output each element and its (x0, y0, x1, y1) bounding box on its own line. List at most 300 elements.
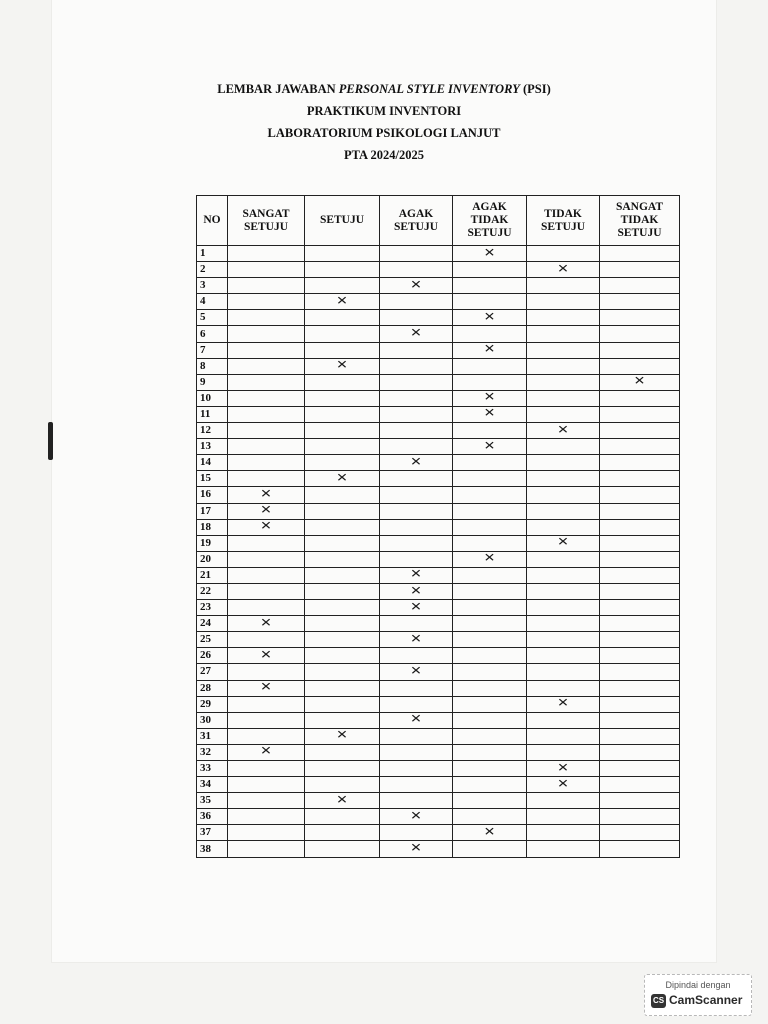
answer-cell (228, 583, 305, 599)
answer-cell (305, 567, 380, 583)
sheet-subtitle-course: PRAKTIKUM INVENTORI (306, 104, 462, 118)
answer-cell (228, 551, 305, 567)
check-mark-icon: ✕ (410, 567, 422, 582)
answer-cell (527, 712, 600, 728)
answer-cell (600, 583, 680, 599)
row-number: 24 (197, 616, 228, 632)
answer-cell (453, 696, 527, 712)
answer-cell (453, 664, 527, 680)
answer-cell (380, 262, 453, 278)
answer-cell (453, 278, 527, 294)
table-row (197, 503, 680, 519)
answer-cell (380, 551, 453, 567)
answer-cell (600, 278, 680, 294)
answer-cell (453, 358, 527, 374)
check-mark-icon: ✕ (336, 728, 348, 743)
check-mark-icon: ✕ (633, 374, 646, 389)
answer-cell (527, 374, 600, 390)
answer-cell (600, 600, 680, 616)
answer-cell (527, 567, 600, 583)
table-row (197, 342, 680, 358)
answer-cell (305, 809, 380, 825)
sheet-header (52, 78, 716, 166)
answer-cell (380, 342, 453, 358)
answer-cell (527, 519, 600, 535)
answer-cell (380, 712, 453, 728)
answer-cell (600, 728, 680, 744)
answer-cell (228, 390, 305, 406)
answer-cell (305, 793, 380, 809)
answer-rows (197, 246, 680, 858)
check-mark-icon: ✕ (557, 776, 569, 791)
answer-sheet (52, 0, 716, 962)
answer-cell (600, 761, 680, 777)
answer-cell (600, 809, 680, 825)
answer-cell (600, 680, 680, 696)
answer-cell (600, 310, 680, 326)
table-row (197, 262, 680, 278)
answer-cell (600, 358, 680, 374)
answer-cell (600, 471, 680, 487)
camscanner-badge (644, 974, 752, 1016)
answer-cell (228, 535, 305, 551)
check-mark-icon: ✕ (410, 278, 422, 292)
check-mark-icon: ✕ (260, 503, 272, 517)
answer-cell (380, 648, 453, 664)
answer-cell (600, 503, 680, 519)
answer-cell (228, 600, 305, 616)
answer-cell (600, 777, 680, 793)
answer-cell (380, 471, 453, 487)
table-row (197, 358, 680, 374)
answer-cell (453, 761, 527, 777)
check-mark-icon: ✕ (336, 358, 348, 373)
check-mark-icon: ✕ (410, 326, 422, 340)
check-mark-icon: ✕ (410, 712, 422, 727)
answer-cell (305, 728, 380, 744)
row-number: 21 (197, 567, 228, 583)
answer-cell (600, 664, 680, 680)
answer-cell (380, 680, 453, 696)
answer-cell (228, 423, 305, 439)
answer-cell (380, 664, 453, 680)
answer-cell (228, 648, 305, 664)
answer-cell (527, 664, 600, 680)
answer-cell (380, 535, 453, 551)
answer-cell (527, 390, 600, 406)
answer-cell (228, 567, 305, 583)
answer-cell (600, 423, 680, 439)
answer-cell (305, 519, 380, 535)
table-row (197, 825, 680, 841)
answer-cell (527, 841, 600, 857)
answer-cell (228, 278, 305, 294)
sheet-subtitle-period: PTA 2024/2025 (344, 148, 424, 162)
answer-cell (453, 680, 527, 696)
answer-cell (305, 246, 380, 262)
table-row (197, 567, 680, 583)
answer-cell (453, 262, 527, 278)
answer-cell (380, 728, 453, 744)
answer-cell (305, 551, 380, 567)
answer-cell (305, 374, 380, 390)
check-mark-icon: ✕ (557, 760, 569, 775)
table-row (197, 744, 680, 760)
row-number: 17 (197, 503, 228, 519)
answer-cell (527, 761, 600, 777)
answer-cell (305, 406, 380, 422)
answer-cell (380, 632, 453, 648)
answer-cell (228, 406, 305, 422)
answer-cell (453, 406, 527, 422)
row-number: 18 (197, 519, 228, 535)
answer-cell (305, 487, 380, 503)
row-number: 1 (197, 246, 228, 262)
column-header-sangat-tidak-setuju: SANGAT TIDAK SETUJU (600, 196, 680, 246)
table-row (197, 600, 680, 616)
answer-cell (600, 342, 680, 358)
table-row (197, 390, 680, 406)
answer-cell (305, 632, 380, 648)
table-row (197, 761, 680, 777)
answer-cell (527, 777, 600, 793)
answer-cell (527, 600, 600, 616)
answer-cell (600, 406, 680, 422)
answer-cell (305, 680, 380, 696)
check-mark-icon: ✕ (557, 696, 569, 711)
row-number: 8 (197, 358, 228, 374)
answer-cell (527, 632, 600, 648)
sheet-subtitle-lab: LABORATORIUM PSIKOLOGI LANJUT (267, 126, 501, 140)
answer-cell (305, 696, 380, 712)
answer-cell (305, 616, 380, 632)
answer-cell (453, 728, 527, 744)
answer-cell (600, 294, 680, 310)
answer-cell (527, 487, 600, 503)
row-number: 19 (197, 535, 228, 551)
answer-cell (305, 712, 380, 728)
table-row (197, 406, 680, 422)
answer-cell (600, 519, 680, 535)
answer-cell (305, 744, 380, 760)
column-header-agak-tidak-setuju: AGAK TIDAK SETUJU (453, 196, 527, 246)
check-mark-icon: ✕ (483, 245, 496, 260)
row-number: 12 (197, 423, 228, 439)
answer-cell (228, 439, 305, 455)
answer-cell (305, 358, 380, 374)
sheet-title: LEMBAR JAWABAN PERSONAL STYLE INVENTORY (PSI) (217, 82, 551, 96)
table-row (197, 680, 680, 696)
answer-cell (380, 600, 453, 616)
column-header-sangat-setuju: SANGAT SETUJU (228, 196, 305, 246)
check-mark-icon: ✕ (483, 310, 496, 324)
answer-cell (527, 793, 600, 809)
answer-cell (453, 777, 527, 793)
table-row (197, 777, 680, 793)
answer-cell (228, 777, 305, 793)
answer-cell (527, 503, 600, 519)
answer-cell (600, 616, 680, 632)
table-row (197, 471, 680, 487)
answer-cell (305, 262, 380, 278)
check-mark-icon: ✕ (260, 744, 272, 759)
row-number: 4 (197, 294, 228, 310)
table-row (197, 551, 680, 567)
answer-cell (453, 455, 527, 471)
row-number: 2 (197, 262, 228, 278)
answer-cell (305, 841, 380, 857)
check-mark-icon: ✕ (260, 648, 272, 662)
answer-cell (305, 648, 380, 664)
answer-cell (527, 310, 600, 326)
table-header-row (197, 196, 680, 246)
answer-cell (453, 310, 527, 326)
answer-cell (453, 551, 527, 567)
answer-cell (380, 423, 453, 439)
answer-cell (228, 519, 305, 535)
answer-cell (380, 358, 453, 374)
answer-cell (453, 809, 527, 825)
column-header-agak-setuju: AGAK SETUJU (380, 196, 453, 246)
row-number: 36 (197, 809, 228, 825)
answer-cell (228, 841, 305, 857)
answer-cell (453, 600, 527, 616)
answer-cell (305, 503, 380, 519)
answer-cell (228, 487, 305, 503)
answer-cell (305, 439, 380, 455)
answer-cell (228, 358, 305, 374)
table-row (197, 809, 680, 825)
check-mark-icon: ✕ (557, 261, 569, 276)
check-mark-icon: ✕ (410, 583, 422, 598)
answer-cell (228, 326, 305, 342)
check-mark-icon: ✕ (483, 406, 496, 421)
check-mark-icon: ✕ (336, 471, 348, 485)
check-mark-icon: ✕ (557, 422, 569, 437)
answer-cell (228, 761, 305, 777)
check-mark-icon: ✕ (483, 825, 496, 839)
table-row (197, 326, 680, 342)
answer-cell (600, 439, 680, 455)
answer-cell (453, 503, 527, 519)
answer-cell (305, 777, 380, 793)
row-number: 28 (197, 680, 228, 696)
table-row (197, 648, 680, 664)
row-number: 3 (197, 278, 228, 294)
answer-cell (453, 374, 527, 390)
answer-cell (453, 439, 527, 455)
check-mark-icon: ✕ (483, 342, 496, 356)
table-row (197, 696, 680, 712)
check-mark-icon: ✕ (483, 438, 496, 453)
answer-cell (527, 406, 600, 422)
check-mark-icon: ✕ (410, 809, 422, 823)
row-number: 29 (197, 696, 228, 712)
check-mark-icon: ✕ (260, 680, 272, 694)
answer-cell (380, 503, 453, 519)
table-row (197, 841, 680, 857)
answer-cell (380, 326, 453, 342)
answer-table (196, 195, 680, 858)
answer-cell (305, 423, 380, 439)
answer-cell (453, 390, 527, 406)
answer-cell (305, 455, 380, 471)
row-number: 9 (197, 374, 228, 390)
answer-cell (453, 583, 527, 599)
answer-cell (600, 744, 680, 760)
answer-cell (228, 696, 305, 712)
answer-cell (453, 326, 527, 342)
answer-cell (305, 278, 380, 294)
answer-cell (527, 551, 600, 567)
row-number: 5 (197, 310, 228, 326)
answer-cell (600, 262, 680, 278)
table-row (197, 519, 680, 535)
answer-cell (228, 294, 305, 310)
answer-cell (380, 519, 453, 535)
check-mark-icon: ✕ (483, 390, 496, 405)
answer-cell (453, 632, 527, 648)
camscanner-brand: CamScanner (669, 993, 743, 1007)
answer-cell (453, 825, 527, 841)
answer-cell (600, 390, 680, 406)
answer-cell (380, 777, 453, 793)
answer-cell (600, 632, 680, 648)
answer-cell (527, 809, 600, 825)
answer-cell (527, 680, 600, 696)
answer-cell (380, 841, 453, 857)
row-number: 23 (197, 600, 228, 616)
answer-cell (600, 841, 680, 857)
answer-cell (305, 471, 380, 487)
answer-cell (228, 728, 305, 744)
table-row (197, 455, 680, 471)
check-mark-icon: ✕ (483, 551, 496, 566)
table-row (197, 374, 680, 390)
row-number: 6 (197, 326, 228, 342)
answer-cell (453, 744, 527, 760)
answer-cell (600, 326, 680, 342)
answer-cell (380, 246, 453, 262)
answer-cell (453, 616, 527, 632)
answer-cell (453, 246, 527, 262)
answer-cell (228, 374, 305, 390)
answer-cell (380, 825, 453, 841)
answer-cell (600, 648, 680, 664)
check-mark-icon: ✕ (557, 535, 569, 550)
column-header-tidak-setuju: TIDAK SETUJU (527, 196, 600, 246)
answer-cell (380, 278, 453, 294)
answer-cell (305, 535, 380, 551)
row-number: 38 (197, 841, 228, 857)
table-row (197, 728, 680, 744)
answer-cell (305, 600, 380, 616)
answer-cell (453, 535, 527, 551)
answer-cell (228, 825, 305, 841)
row-number: 30 (197, 712, 228, 728)
answer-cell (600, 551, 680, 567)
answer-cell (527, 246, 600, 262)
table-row (197, 423, 680, 439)
table-row (197, 664, 680, 680)
row-number: 7 (197, 342, 228, 358)
answer-cell (305, 761, 380, 777)
camscanner-logo-icon: CS (651, 994, 666, 1008)
answer-cell (305, 664, 380, 680)
answer-cell (527, 278, 600, 294)
answer-cell (600, 455, 680, 471)
row-number: 26 (197, 648, 228, 664)
answer-cell (228, 310, 305, 326)
row-number: 16 (197, 487, 228, 503)
answer-cell (453, 423, 527, 439)
answer-cell (305, 583, 380, 599)
answer-cell (305, 825, 380, 841)
answer-cell (453, 519, 527, 535)
answer-cell (600, 696, 680, 712)
answer-cell (380, 487, 453, 503)
check-mark-icon: ✕ (260, 487, 272, 501)
answer-cell (527, 744, 600, 760)
answer-cell (380, 439, 453, 455)
answer-cell (600, 487, 680, 503)
table-row (197, 616, 680, 632)
check-mark-icon: ✕ (410, 664, 422, 678)
answer-cell (228, 793, 305, 809)
answer-cell (380, 390, 453, 406)
row-number: 25 (197, 632, 228, 648)
answer-cell (453, 471, 527, 487)
row-number: 32 (197, 744, 228, 760)
answer-cell (527, 696, 600, 712)
answer-cell (600, 793, 680, 809)
answer-cell (228, 342, 305, 358)
column-header-no: NO (197, 196, 228, 246)
answer-cell (600, 535, 680, 551)
answer-cell (527, 455, 600, 471)
answer-cell (453, 648, 527, 664)
table-row (197, 583, 680, 599)
answer-cell (380, 696, 453, 712)
check-mark-icon: ✕ (410, 841, 422, 855)
answer-cell (305, 310, 380, 326)
check-mark-icon: ✕ (336, 793, 348, 807)
answer-cell (228, 809, 305, 825)
row-number: 10 (197, 390, 228, 406)
answer-cell (600, 825, 680, 841)
answer-cell (380, 567, 453, 583)
answer-cell (305, 294, 380, 310)
answer-cell (228, 455, 305, 471)
answer-cell (453, 567, 527, 583)
answer-cell (380, 616, 453, 632)
answer-cell (380, 809, 453, 825)
check-mark-icon: ✕ (410, 632, 422, 646)
answer-cell (527, 535, 600, 551)
answer-cell (228, 616, 305, 632)
answer-cell (527, 423, 600, 439)
answer-cell (527, 439, 600, 455)
table-row (197, 246, 680, 262)
answer-cell (305, 342, 380, 358)
answer-cell (380, 294, 453, 310)
answer-cell (380, 310, 453, 326)
answer-cell (453, 712, 527, 728)
check-mark-icon: ✕ (410, 599, 422, 614)
check-mark-icon: ✕ (260, 519, 272, 534)
table-row (197, 632, 680, 648)
row-number: 20 (197, 551, 228, 567)
